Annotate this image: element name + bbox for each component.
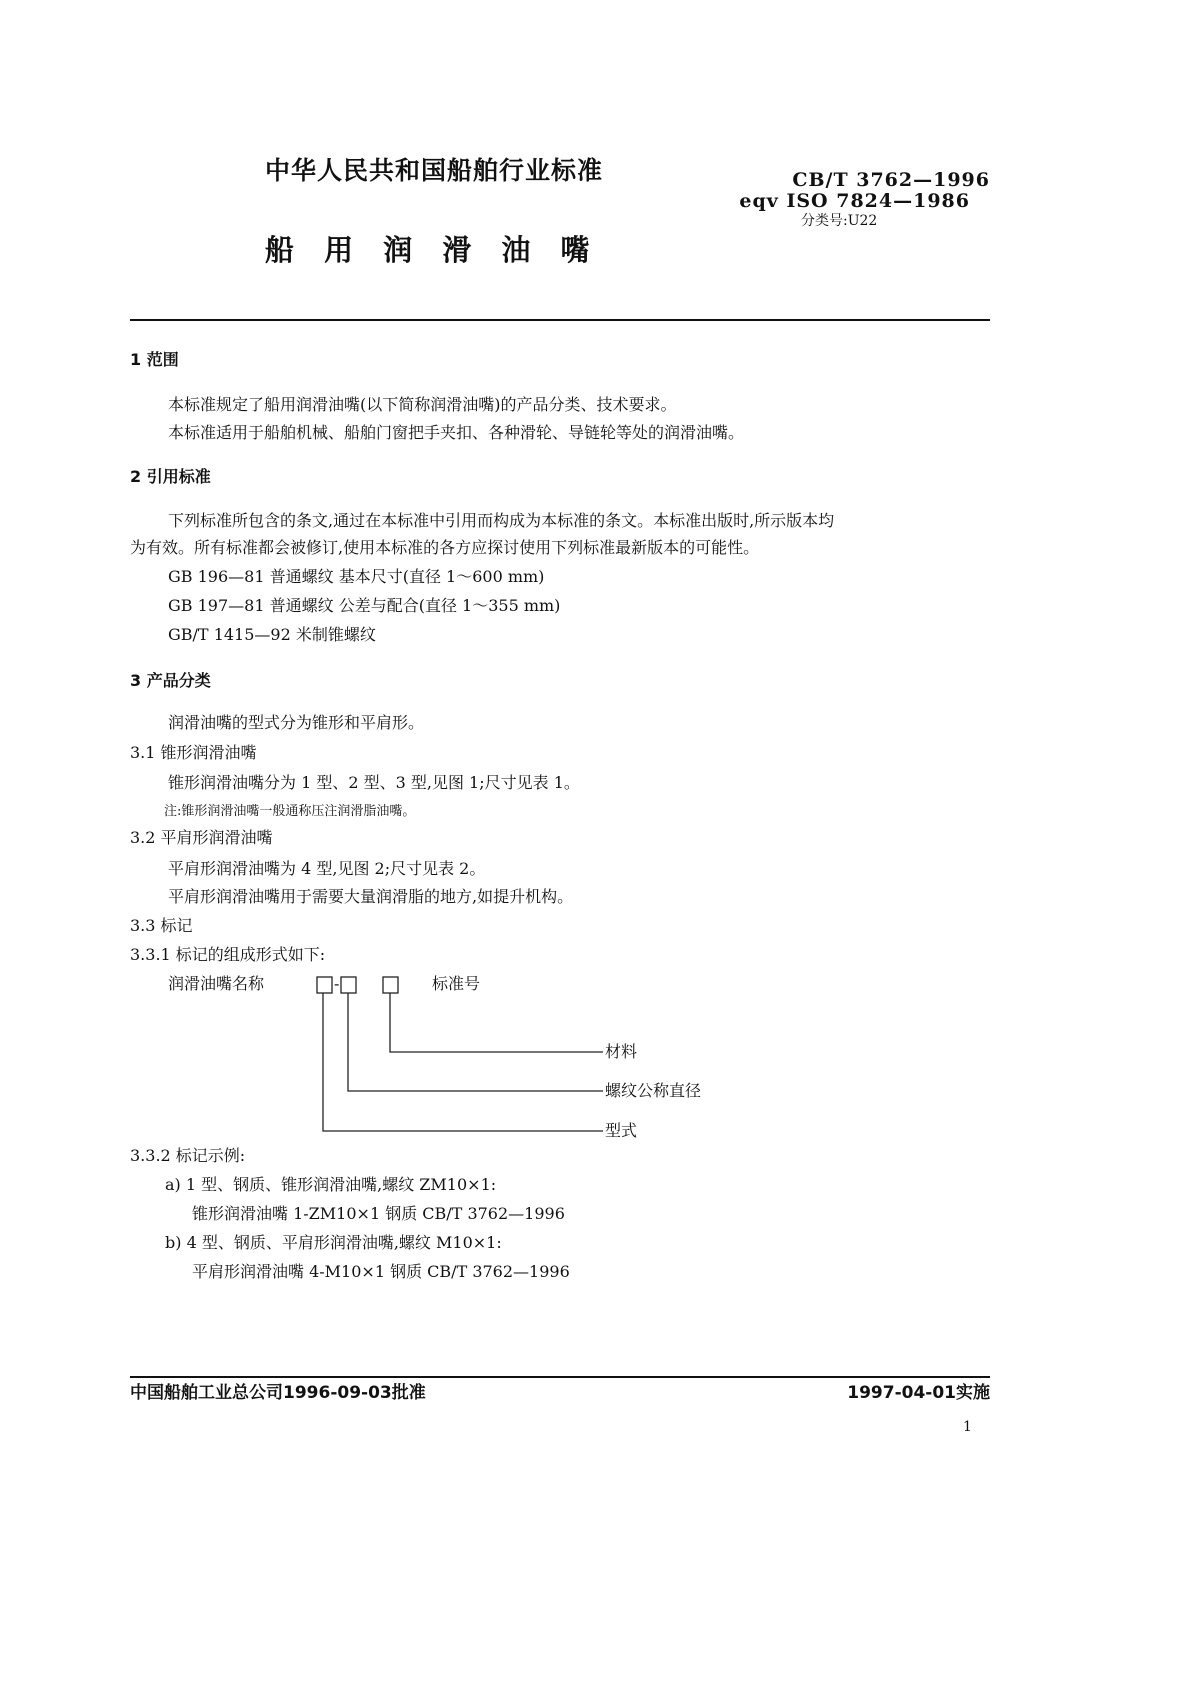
marking-name: 润滑油嘴名称 [168, 974, 265, 993]
example-a-marking: 锥形润滑油嘴 1-ZM10×1 钢质 CB/T 3762—1996 [192, 1204, 565, 1223]
standard-code: CB/T 3762—1996 [792, 169, 990, 191]
thread-leader [348, 993, 603, 1091]
section-3-heading: 3 产品分类 [130, 671, 211, 690]
material-box [383, 977, 398, 993]
marking-thread-label: 螺纹公称直径 [605, 1081, 702, 1100]
effective-date: 1997-04-01实施 [847, 1383, 990, 1403]
type-leader [323, 993, 603, 1131]
approval-text: 中国船舶工业总公司1996-09-03批准 [130, 1383, 426, 1403]
example-a: a) 1 型、钢质、锥形润滑油嘴,螺纹 ZM10×1: [165, 1175, 497, 1194]
paragraph: 下列标准所包含的条文,通过在本标准中引用而构成为本标准的条文。本标准出版时,所示版本均 [168, 511, 835, 530]
marking-dash: - [334, 974, 340, 993]
example-b: b) 4 型、钢质、平肩形润滑油嘴,螺纹 M10×1: [165, 1233, 502, 1252]
paragraph: 为有效。所有标准都会被修订,使用本标准的各方应探讨使用下列标准最新版本的可能性。 [130, 538, 760, 557]
paragraph: 本标准适用于船舶机械、船舶门窗把手夹扣、各种滑轮、导链轮等处的润滑油嘴。 [168, 423, 745, 442]
paragraph: 平肩形润滑油嘴用于需要大量润滑脂的地方,如提升机构。 [168, 887, 574, 906]
marking-type-label: 型式 [605, 1121, 638, 1140]
thread-box [341, 977, 356, 993]
note: 注:锥形润滑油嘴一般通称压注润滑脂油嘴。 [164, 804, 416, 819]
eqv-standard: eqv ISO 7824—1986 [739, 190, 970, 212]
doc-title: 船 用 润 滑 油 嘴 [265, 233, 590, 267]
reference-item: GB 196—81 普通螺纹 基本尺寸(直径 1～600 mm) [168, 567, 545, 586]
paragraph: 锥形润滑油嘴分为 1 型、2 型、3 型,见图 1;尺寸见表 1。 [168, 773, 580, 792]
subsection-heading: 3.3.1 标记的组成形式如下: [130, 945, 326, 964]
paragraph: 润滑油嘴的型式分为锥形和平肩形。 [168, 713, 425, 732]
marking-standard: 标准号 [432, 974, 481, 993]
subsection-heading: 3.1 锥形润滑油嘴 [130, 743, 257, 762]
org-title: 中华人民共和国船舶行业标准 [265, 156, 604, 185]
classification: 分类号:U22 [801, 213, 878, 229]
subsection-heading: 3.3.2 标记示例: [130, 1146, 246, 1165]
marking-material-label: 材料 [605, 1042, 638, 1061]
example-b-marking: 平肩形润滑油嘴 4-M10×1 钢质 CB/T 3762—1996 [192, 1262, 570, 1281]
paragraph: 本标准规定了船用润滑油嘴(以下简称润滑油嘴)的产品分类、技术要求。 [168, 395, 677, 414]
type-box [317, 977, 332, 993]
section-2-heading: 2 引用标准 [130, 467, 211, 486]
material-leader [390, 993, 603, 1052]
subsection-heading: 3.3 标记 [130, 916, 193, 935]
paragraph: 平肩形润滑油嘴为 4 型,见图 2;尺寸见表 2。 [168, 859, 486, 878]
subsection-heading: 3.2 平肩形润滑油嘴 [130, 828, 273, 847]
footer-rule [130, 1376, 990, 1378]
page-number: 1 [963, 1419, 972, 1435]
section-1-heading: 1 范围 [130, 350, 179, 369]
reference-item: GB 197—81 普通螺纹 公差与配合(直径 1～355 mm) [168, 596, 561, 615]
reference-item: GB/T 1415—92 米制锥螺纹 [168, 625, 376, 644]
